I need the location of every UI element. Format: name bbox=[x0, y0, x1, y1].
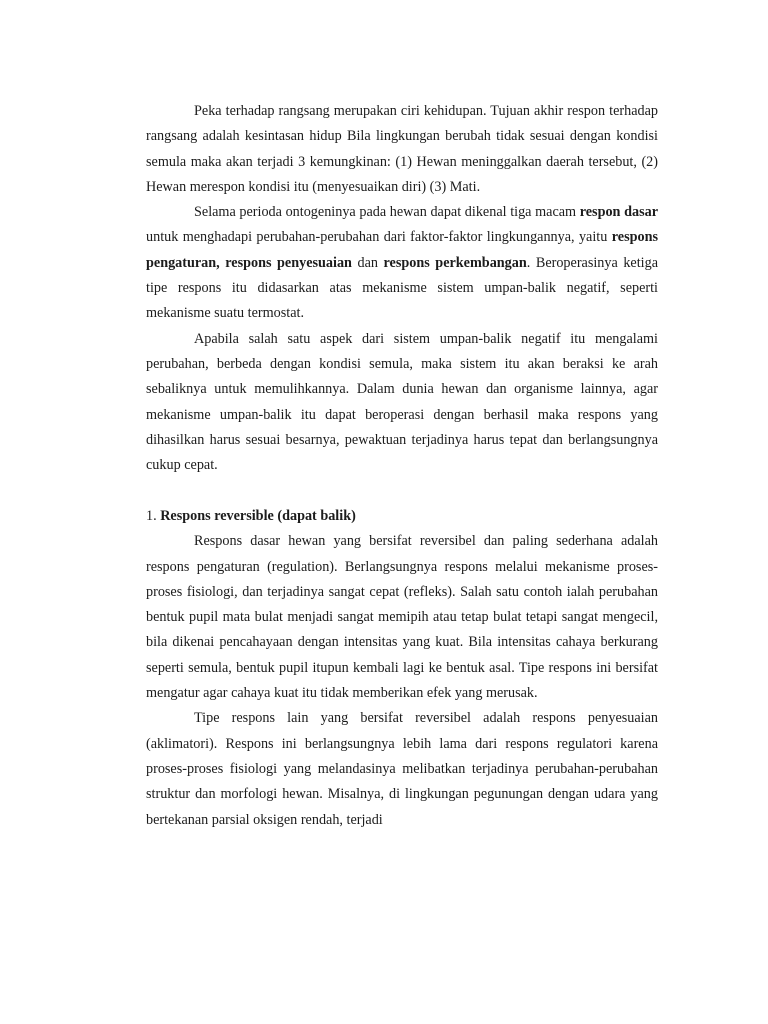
paragraph-2-text-3: dan bbox=[351, 254, 384, 271]
paragraph-1: Peka terhadap rangsang merupakan ciri kehidupan. Tujuan akhir respon terhadap rangsang adalah kesintasan hidup Bila lingkungan berubah tidak sesuai dengan kondisi semula maka akan terjadi 3 kemungkinan: (1) Hewan meninggalkan daerah tersebut, (2) Hewan merespon kondisi itu (menyesuaikan diri) (3) Mati. bbox=[146, 103, 658, 195]
bold-term-respon-dasar: respon dasar bbox=[579, 204, 658, 221]
section-title: Respons reversible (dapat balik) bbox=[160, 507, 356, 524]
paragraph-2-text-1: Selama perioda ontogeninya pada hewan dapat dikenal tiga macam bbox=[194, 204, 580, 221]
paragraph-2 bbox=[146, 200, 658, 326]
section-spacer bbox=[146, 478, 658, 504]
paragraph-5: Tipe respons lain yang bersifat reversibel adalah respons penyesuaian (aklimatori). Respons ini berlangsungnya lebih lama dari respons regulatori karena proses-proses fisiologi yang melandasinya melibatkan terjadinya perubahan-perubahan struktur dan morfologi hewan. Misalnya, di lingkungan pegunungan dengan udara yang bertekanan parsial oksigen rendah, terjadi bbox=[146, 710, 658, 828]
section-number: 1. bbox=[146, 507, 157, 524]
paragraph-2-text-4: . Beroperasinya ketiga tipe respons itu didasarkan atas mekanisme sistem umpan-balik negatif, seperti mekanisme suatu termostat. bbox=[146, 254, 658, 322]
bold-term-perkembangan: respons perkembangan bbox=[383, 254, 527, 271]
document-page bbox=[146, 99, 658, 833]
paragraph-4: Respons dasar hewan yang bersifat reversibel dan paling sederhana adalah respons pengaturan (regulation). Berlangsungnya respons melalui mekanisme proses-proses fisiologi, dan terjadinya sangat cepat (refleks). Salah satu contoh ialah perubahan bentuk pupil mata bulat menjadi sangat memipih atau tetap bulat tetapi sangat mengecil, bila dikenai pencahayaan dengan intensitas yang kuat. Bila intensitas cahaya berkurang seperti semula, bentuk pupil itupun kembali lagi ke bentuk asal. Tipe respons ini bersifat mengatur agar cahaya kuat itu tidak memberikan efek yang merusak. bbox=[146, 533, 658, 702]
section-heading bbox=[146, 504, 658, 529]
paragraph-3: Apabila salah satu aspek dari sistem umpan-balik negatif itu mengalami perubahan, berbeda dengan kondisi semula, maka sistem itu akan beraksi ke arah sebaliknya untuk memulihkannya. Dalam dunia hewan dan organisme lainnya, agar mekanisme umpan-balik itu dapat beroperasi dengan berhasil maka respons yang dihasilkan harus sesuai besarnya, pewaktuan terjadinya harus tepat dan berlangsungnya cukup cepat. bbox=[146, 330, 658, 474]
paragraph-2-text-2: untuk menghadapi perubahan-perubahan dari faktor-faktor lingkungannya, yaitu bbox=[146, 229, 612, 246]
bold-term-pengaturan-penyesuaian: respons pengaturan, respons penyesuaian bbox=[146, 229, 658, 271]
